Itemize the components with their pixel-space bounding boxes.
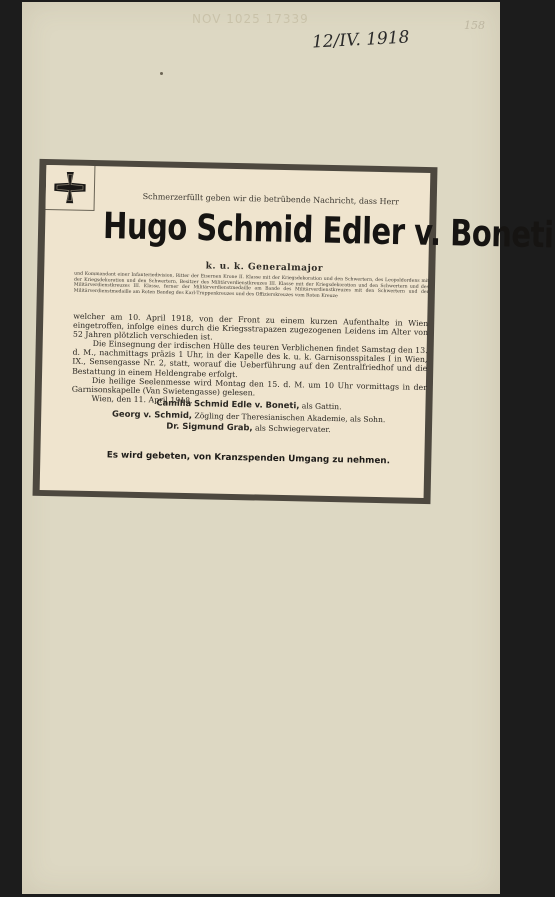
handwritten-date: 12/IV. 1918 xyxy=(311,27,410,53)
body-paragraph: Die Einsegnung der irdischen Hülle des teuren Verblichenen findet Samstag den 13. d. M., nachmittags präzis 1 Uhr, in der Kapelle des k. u. k. Garnisonsspitales I in Wien, IX., Sensengasse Nr. 2, statt, worauf die Ueberführung auf den Zentralfriedhof und die Bestattung in einem Heldengrabe erfolgt. xyxy=(72,339,428,379)
iron-cross-emblem xyxy=(46,165,96,211)
notice-intro: Schmerzerfüllt geben wir die betrübende Nachricht, dass Herr xyxy=(142,192,400,207)
notice-paper xyxy=(40,165,554,498)
decorations-text: und Kommandant einer Infanteriedivision, Ritter der Eisernen Krone II. Klasse mit der Kriegsdekoration und den Schwertern, des Leopoldordens mit der Kriegsdekoration und den Schwertern, Besitzer des Militärverdienstkreuzes III. Klasse mit der Kriegsdekoration und den Schwertern und des Militärverdienstkreuzes III. Klasse, ferner der Militärverdienstmedaille am Bande des Militärverdienstkreuzes mit den Schwertern und der Militärverdienstmedaille am Roten Bandeg des Karl-Truppenkreuzes und des Offizierskreuzes vom Roten Kreuze xyxy=(73,271,430,299)
signatory-name: Georg v. Schmid, xyxy=(112,408,193,420)
signatory-role: als Gattin. xyxy=(301,401,342,412)
signatory-role: als Schwiegervater. xyxy=(254,423,331,435)
signatories xyxy=(71,396,427,438)
deceased-rank: k. u. k. Generalmajor xyxy=(205,261,324,274)
body-paragraph: welcher am 10. April 1918, von der Front zu einem kurzen Aufenthalte in Wien eingetroffen, infolge eines durch die Kriegsstrapazen zugezogenen Leidens im Alter von 52 Jahren plötzlich verschieden ist. xyxy=(72,311,429,342)
notice-body xyxy=(71,312,428,410)
signatory-name: Dr. Sigmund Grab, xyxy=(166,420,253,433)
signatory-name: Camilla Schmid Edle v. Boneti, xyxy=(156,397,300,411)
paper-speck xyxy=(160,72,163,75)
body-paragraph: Die heilige Seelenmesse wird Montag den 15. d. M. um 10 Uhr vormittags in der Garnisonskapelle (Van Swietengasse) gelesen. xyxy=(71,375,427,398)
faint-stamp: NOV 1025 17339 xyxy=(192,12,309,26)
wreath-request: Es wird gebeten, von Kranzspenden Umgang zu nehmen. xyxy=(106,450,391,467)
iron-cross-icon xyxy=(51,168,90,207)
deceased-name: Hugo Schmid Edler v. Boneti xyxy=(102,204,554,257)
page-number: 158 xyxy=(464,19,485,32)
obituary-notice xyxy=(33,159,554,504)
place-date-line: Wien, den 11. April 1918. xyxy=(91,393,193,405)
signatory-role: Zögling der Theresianischen Akademie, als Sohn. xyxy=(194,410,386,424)
